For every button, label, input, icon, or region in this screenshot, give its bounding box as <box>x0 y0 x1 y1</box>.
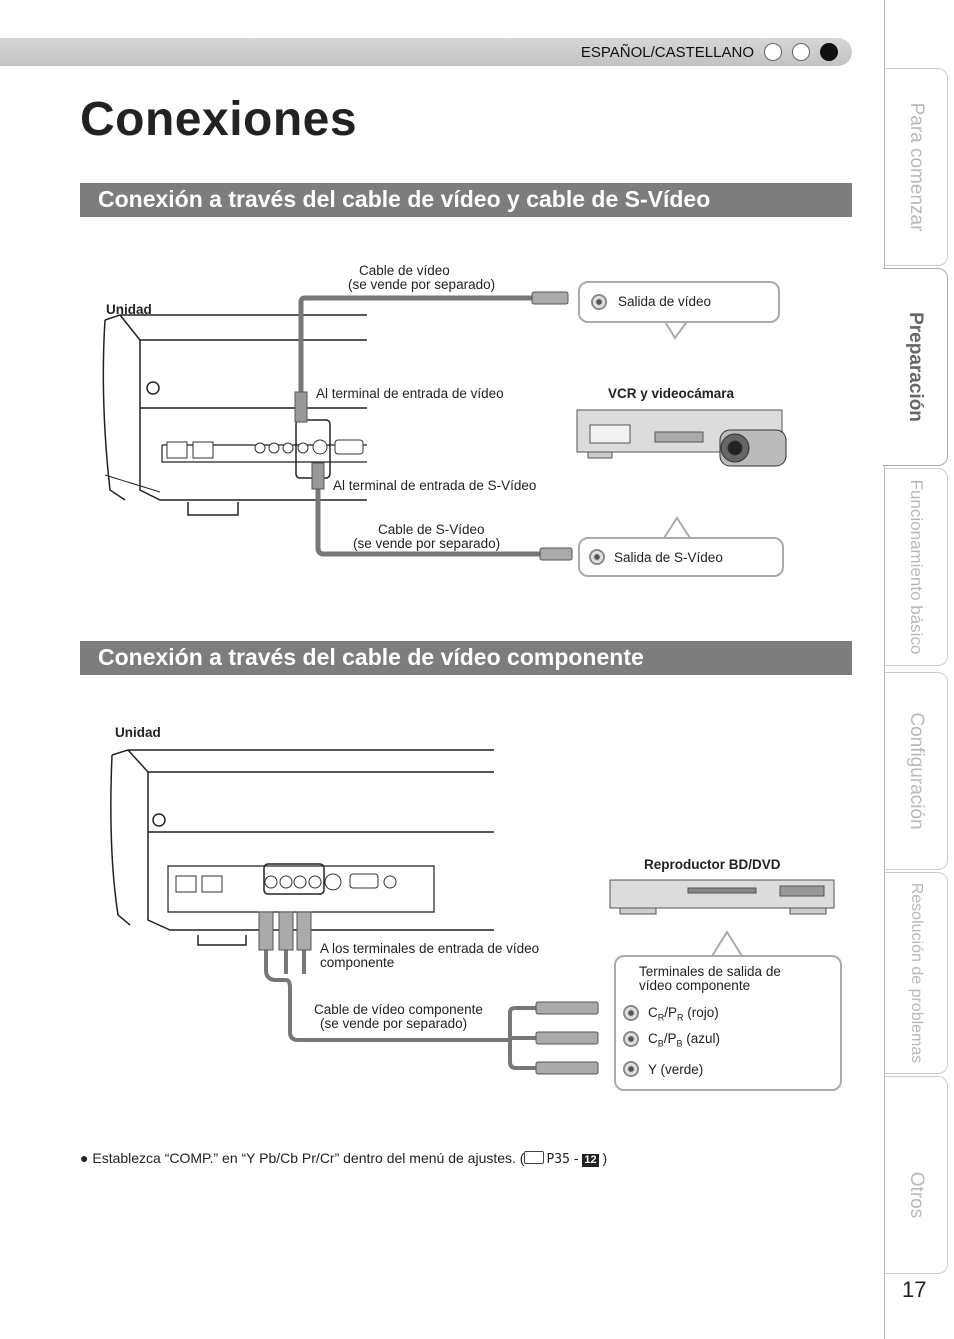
svideo-output-label: Salida de S-Vídeo <box>614 550 723 565</box>
projector-ports-1 <box>167 420 363 478</box>
svideo-jack-icon <box>589 549 605 565</box>
tab-para-comenzar[interactable] <box>885 68 948 266</box>
note-text: Establezca “COMP.” en “Y Pb/Cb Pr/Cr” dentro del menú de ajustes. ( <box>92 1150 525 1166</box>
tab-preparacion[interactable] <box>883 268 948 466</box>
cb-pb-label: $C_B/P_B$ (azul) <box>648 1031 721 1049</box>
progress-dot-1 <box>764 43 782 61</box>
tab-label: Resolución de problemas <box>908 882 925 1064</box>
section1-heading <box>80 183 852 217</box>
video-plug-unit <box>295 392 307 422</box>
component-plugs-device <box>536 1002 598 1074</box>
component-input-label-2: componente <box>320 955 395 970</box>
unit-label-2: Unidad <box>115 725 161 740</box>
component-plugs-unit <box>259 912 311 950</box>
bd-dvd-device-label: Reproductor BD/DVD <box>644 857 781 872</box>
tab-funcionamiento-basico[interactable] <box>885 468 948 666</box>
svideo-output-callout <box>578 537 784 577</box>
unit-label-1: Unidad <box>106 302 152 317</box>
note-page-ref: P35 <box>546 1152 570 1167</box>
callout-tail-component <box>712 932 742 956</box>
svideo-plug-device <box>540 548 572 560</box>
book-icon <box>524 1151 544 1164</box>
projector-unit-1 <box>103 315 367 515</box>
svideo-plug-unit <box>312 463 324 489</box>
chapter-sidebar <box>884 0 954 1339</box>
video-jack-icon <box>591 294 607 310</box>
tab-label: Otros <box>906 1171 927 1218</box>
vcr-device-label: VCR y videocámara <box>608 386 735 401</box>
settings-note <box>80 1150 607 1167</box>
video-input-terminal-label: Al terminal de entrada de vídeo <box>316 386 504 401</box>
component-input-label: A los terminales de entrada de vídeo <box>320 941 540 956</box>
component-output-callout <box>614 955 842 1091</box>
bd-dvd-player-image <box>610 880 834 914</box>
tab-label: Para comenzar <box>906 102 927 232</box>
video-plug-device <box>532 292 568 304</box>
component-output-title-2: vídeo componente <box>639 978 751 993</box>
camcorder-image <box>720 430 786 466</box>
tab-configuracion[interactable] <box>885 672 948 870</box>
cb-jack-icon <box>623 1031 639 1047</box>
callout-tail-svideo <box>664 518 690 538</box>
component-cable-note: (se vende por separado) <box>320 1016 468 1031</box>
progress-dot-2 <box>792 43 810 61</box>
cr-pr-label: $C_R/P_R$ (rojo) <box>648 1005 719 1023</box>
section1-title: Conexión a través del cable de vídeo y cable de S-Vídeo <box>98 186 711 212</box>
note-item-ref: 12 <box>584 1154 597 1166</box>
section2-heading <box>80 641 852 675</box>
tab-label: Configuración <box>906 712 927 830</box>
y-jack-icon <box>623 1061 639 1077</box>
progress-dot-3 <box>820 43 838 61</box>
bullet-icon: ● <box>80 1150 89 1166</box>
page-title: Conexiones <box>80 93 358 146</box>
svideo-cable-note: (se vende por separado) <box>353 536 501 551</box>
y-label: Y (verde) <box>648 1062 704 1077</box>
page-number: 17 <box>902 1277 927 1302</box>
language-bar <box>0 38 852 66</box>
svideo-input-terminal-label: Al terminal de entrada de S-Vídeo <box>333 478 537 493</box>
projector-ports-2 <box>176 864 396 894</box>
note-close: ) <box>598 1150 608 1166</box>
note-dash: - <box>569 1150 583 1166</box>
video-cable-note: (se vende por separado) <box>348 277 496 292</box>
language-label: ESPAÑOL/CASTELLANO <box>580 44 754 61</box>
component-output-title: Terminales de salida de <box>639 964 781 979</box>
component-cable-label: Cable de vídeo componente <box>314 1002 483 1017</box>
tab-otros[interactable] <box>885 1076 948 1274</box>
section2-title: Conexión a través del cable de vídeo componente <box>98 644 644 670</box>
video-output-callout <box>578 281 780 323</box>
video-output-label: Salida de vídeo <box>618 294 712 309</box>
tab-resolucion-problemas[interactable] <box>885 872 948 1074</box>
video-cable-label: Cable de vídeo <box>359 263 450 278</box>
svideo-cable-label: Cable de S-Vídeo <box>378 522 485 537</box>
tab-label: Preparación <box>905 312 926 422</box>
cr-jack-icon <box>623 1005 639 1021</box>
video-cable-1 <box>301 298 535 420</box>
tab-label: Funcionamiento básico <box>907 479 926 655</box>
